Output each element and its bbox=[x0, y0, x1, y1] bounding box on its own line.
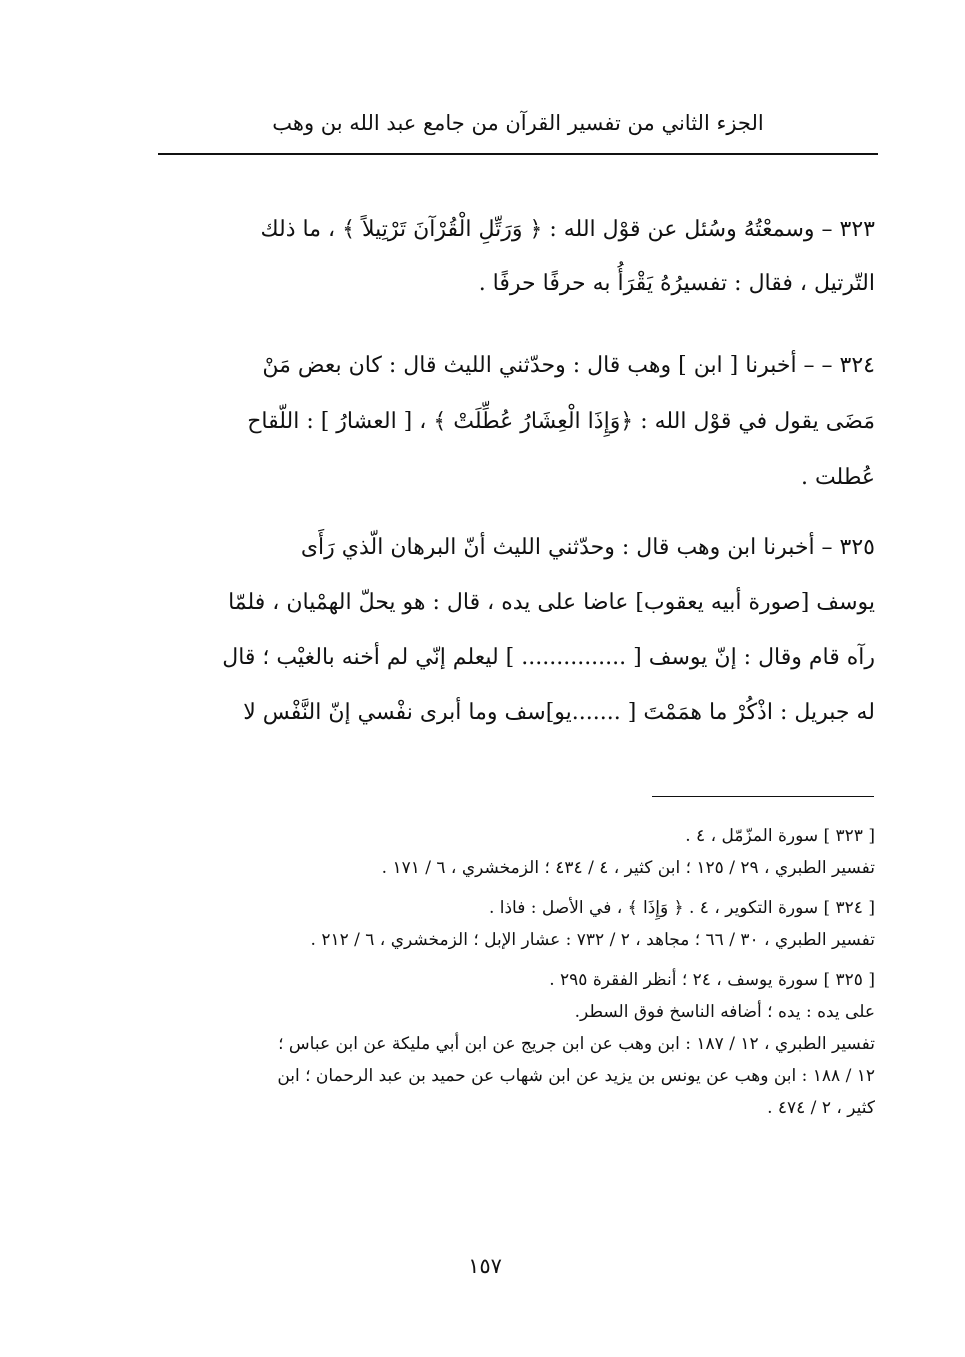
header-divider bbox=[158, 153, 878, 155]
footnote-line: [ ٣٢٥ ] سورة يوسف ، ٢٤ ؛ أنظر الفقرة ٢٩٥ . bbox=[549, 970, 875, 990]
paragraph-line: له جبريل : اذْكُرْ ما همَمْتَ [ .......يو]سف وما أبرى نفْسي إنّ النَّفْس لا bbox=[243, 700, 875, 725]
page-number: ١٥٧ bbox=[468, 1254, 502, 1278]
footnote-line: [ ٣٢٣ ] سورة المزّمّل ، ٤ . bbox=[685, 826, 875, 846]
footnote-line: [ ٣٢٤ ] سورة التكوير ، ٤ . ﴿ وَإِذَا ﴾ ، في الأصل : فاذا . bbox=[488, 898, 875, 918]
paragraph-324 bbox=[150, 338, 875, 506]
paragraph-line: ٣٢٣ – وسمعْتُهُ وسُئل عن قوْل الله : ﴿ وَرَتِّلِ الْقُرْآنَ تَرْتِيلاً ﴾ ، ما ذلك bbox=[260, 217, 875, 242]
paragraph-line: رآه قام وقال : إنّ يوسف [ ............... ] ليعلم إنّي لم أخنه بالغيْب ؛ قال bbox=[222, 645, 875, 670]
footnote-line: تفسير الطبري ، ٣٠ / ٦٦ ؛ مجاهد ، ٢ / ٧٣٢ : عشار الإبل ؛ الزمخشري ، ٦ / ٢١٢ . bbox=[310, 930, 875, 950]
running-header: الجزء الثاني من تفسير القرآن من جامع عبد الله بن وهب bbox=[272, 111, 764, 135]
footnote-line: على يده : يده ؛ أضافه الناسخ فوق السطر. bbox=[574, 1002, 875, 1022]
footnotes bbox=[155, 820, 875, 1132]
footnote-line: تفسير الطبري ، ١٢ / ١٨٧ : ابن وهب عن ابن جريج عن ابن أبي مليكة عن ابن عباس ؛ bbox=[278, 1034, 875, 1054]
paragraph-line: التّرتيل ، فقال : تفسيرُهُ يَقْرَأُ به حرفًا حرفًا . bbox=[478, 271, 875, 296]
paragraph-line: يوسف [صورة أبيه يعقوب] عاضا على يده ، قال : هو يحلّ الهمْيان ، فلمّا bbox=[228, 590, 875, 615]
paragraph-line: عُطلت . bbox=[800, 465, 875, 490]
footnote-line: تفسير الطبري ، ٢٩ / ١٢٥ ؛ ابن كثير ، ٤ / ٤٣٤ ؛ الزمخشري ، ٦ / ١٧١ . bbox=[381, 858, 875, 878]
footnote-325 bbox=[155, 964, 875, 1124]
paragraph-323 bbox=[150, 203, 875, 311]
paragraph-line: ٣٢٤ – – أخبرنا [ ابن ] وهب قال : وحدّثني الليث قال : كان بعض مَنْ bbox=[262, 353, 875, 378]
paragraph-325 bbox=[150, 520, 875, 740]
footnote-324 bbox=[155, 892, 875, 956]
footnote-divider bbox=[652, 796, 874, 797]
paragraph-line: مَضَى يقول في قوْل الله : ﴿وَإِذَا الْعِشَارُ عُطِّلَتْ ﴾ ، [ العشارُ ] : اللّقاح bbox=[247, 409, 875, 434]
footnote-line: ١٢ / ١٨٨ : ابن وهب عن يونس بن يزيد عن ابن شهاب عن حميد بن عبد الرحمان ؛ ابن bbox=[277, 1066, 875, 1086]
paragraph-line: ٣٢٥ – أخبرنا ابن وهب قال : وحدّثني الليث أنّ البرهان الّذي رَأَى bbox=[300, 535, 875, 560]
footnote-line: كثير ، ٢ / ٤٧٤ . bbox=[767, 1098, 875, 1118]
footnote-323 bbox=[155, 820, 875, 884]
